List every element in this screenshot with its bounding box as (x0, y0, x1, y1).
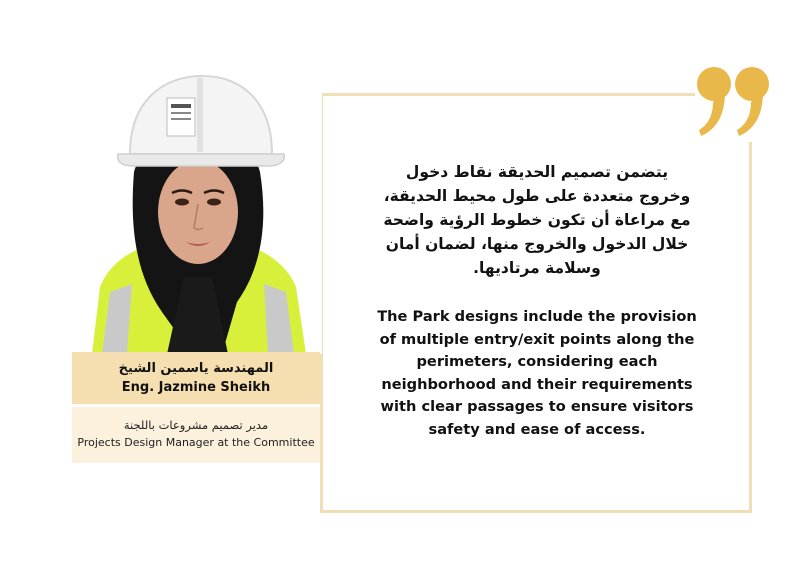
role-box (72, 407, 320, 463)
quote-english (348, 306, 726, 441)
quote-english-line: safety and ease of access. (428, 420, 646, 438)
name-box (72, 352, 320, 404)
quote-english-line: with clear passages to ensure visitors (380, 398, 694, 415)
name-arabic: المهندسة ياسمين الشيخ (118, 361, 274, 376)
quote-arabic-line: خلال الدخول والخروج منها، لضمان أمان (385, 235, 689, 253)
engineer-portrait (72, 62, 322, 354)
quote-english-line: neighborhood and their requirements (381, 375, 693, 393)
quote-arabic-line: وسلامة مرتاديها. (473, 259, 601, 277)
quote-arabic (348, 160, 726, 280)
quote-arabic-line: يتضمن تصميم الحديقة نقاط دخول (405, 163, 669, 181)
quote-english-line: The Park designs include the provision (377, 308, 697, 325)
quote-english-line: of multiple entry/exit points along the (379, 330, 695, 348)
quote-english-line: perimeters, considering each (416, 353, 658, 370)
closing-quote-icon (695, 62, 773, 142)
name-english: Eng. Jazmine Sheikh (121, 380, 271, 395)
role-english: Projects Design Manager at the Committee (77, 436, 315, 449)
quote-text (348, 160, 726, 441)
quote-arabic-line: وخروج متعددة على طول محيط الحديقة، (383, 187, 691, 205)
quote-arabic-line: مع مراعاة أن تكون خطوط الرؤية واضحة (383, 211, 691, 229)
role-arabic: مدير تصميم مشروعات باللجنة (123, 418, 269, 432)
